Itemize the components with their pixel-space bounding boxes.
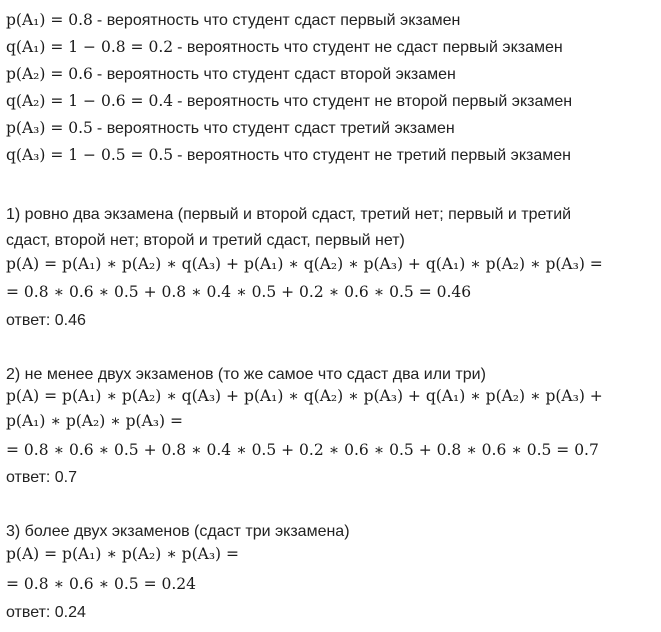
definition-text: - вероятность что студент сдаст второй экзамен — [96, 66, 456, 83]
definition-text: - вероятность что студент сдаст третий экзамен — [96, 120, 455, 137]
part3-calculation: = 0.8 ∗ 0.6 ∗ 0.5 = 0.24 — [6, 575, 196, 593]
part3-answer: ответ: 0.24 — [6, 604, 86, 621]
definition-text: - вероятность что студент не второй первый экзамен — [177, 93, 573, 110]
definition-row — [6, 92, 572, 111]
definition-row — [6, 146, 571, 165]
definition-formula: p(A₂) = 0.6 — [6, 65, 93, 83]
part1-formula: p(A) = p(A₁) ∗ p(A₂) ∗ q(A₃) + p(A₁) ∗ q(A₂) ∗ p(A₃) + q(A₁) ∗ p(A₂) ∗ p(A₃) = — [6, 255, 603, 273]
definition-text: - вероятность что студент не третий первый экзамен — [177, 147, 571, 164]
part1-answer: ответ: 0.46 — [6, 312, 86, 329]
definition-formula: q(A₁) = 1 − 0.8 = 0.2 — [6, 38, 174, 56]
part2-formula-continued: p(A₁) ∗ p(A₂) ∗ p(A₃) = — [6, 412, 183, 430]
part1-heading: 1) ровно два экзамена (первый и второй сдаст, третий нет; первый и третий — [6, 206, 572, 223]
definition-formula: p(A₃) = 0.5 — [6, 119, 93, 137]
definition-text: - вероятность что студент сдаст первый экзамен — [96, 12, 461, 29]
definition-row — [6, 11, 460, 30]
part2-calculation: = 0.8 ∗ 0.6 ∗ 0.5 + 0.8 ∗ 0.4 ∗ 0.5 + 0.2 ∗ 0.6 ∗ 0.5 + 0.8 ∗ 0.6 ∗ 0.5 = 0.7 — [6, 441, 599, 459]
definition-formula: p(A₁) = 0.8 — [6, 11, 93, 29]
definition-text: - вероятность что студент не сдаст первый экзамен — [177, 39, 563, 56]
part2-answer: ответ: 0.7 — [6, 469, 78, 486]
definition-row — [6, 38, 563, 57]
part2-heading: 2) не менее двух экзаменов (то же самое что сдаст два или три) — [6, 366, 486, 383]
part3-formula: p(A) = p(A₁) ∗ p(A₂) ∗ p(A₃) = — [6, 545, 240, 563]
definition-formula: q(A₃) = 1 − 0.5 = 0.5 — [6, 146, 174, 164]
definition-row — [6, 65, 456, 84]
definition-formula: q(A₂) = 1 − 0.6 = 0.4 — [6, 92, 174, 110]
part2-formula: p(A) = p(A₁) ∗ p(A₂) ∗ q(A₃) + p(A₁) ∗ q(A₂) ∗ p(A₃) + q(A₁) ∗ p(A₂) ∗ p(A₃) + — [6, 387, 603, 405]
part1-heading-continued: сдаст, второй нет; второй и третий сдаст, первый нет) — [6, 232, 405, 249]
part3-heading: 3) более двух экзаменов (сдаст три экзамена) — [6, 523, 350, 540]
definition-row — [6, 119, 455, 138]
part1-calculation: = 0.8 ∗ 0.6 ∗ 0.5 + 0.8 ∗ 0.4 ∗ 0.5 + 0.2 ∗ 0.6 ∗ 0.5 = 0.46 — [6, 283, 472, 301]
